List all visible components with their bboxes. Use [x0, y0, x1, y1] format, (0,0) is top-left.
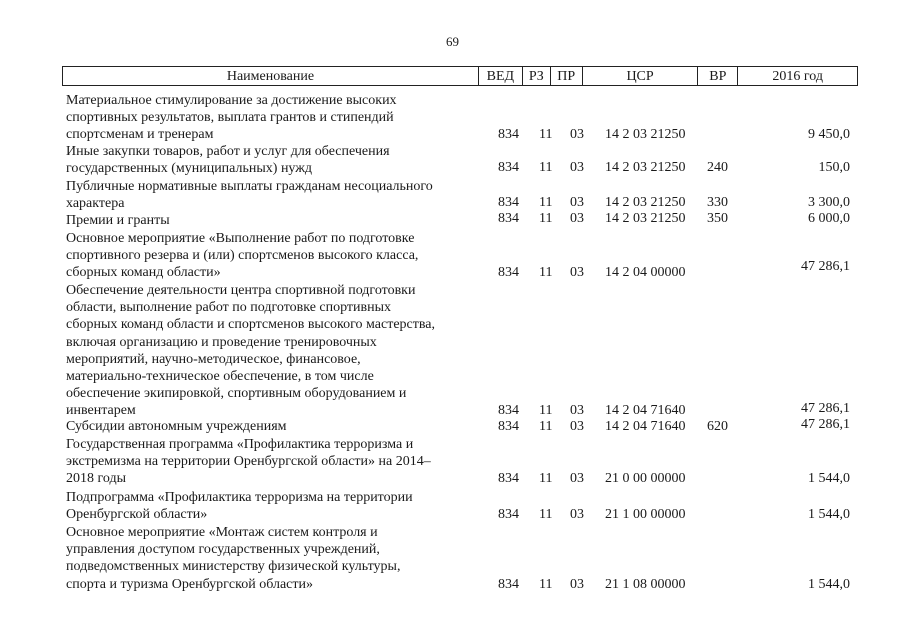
- row-name: Основное мероприятие «Монтаж систем контроля и управления доступом государственных учреждений, подведомственных министерству физической культуры, спорта и туризма Оренбургской области»: [66, 525, 401, 592]
- row-csr: 14 2 03 21250: [605, 127, 686, 142]
- row-ved: 834: [498, 160, 519, 175]
- row-rz: 11: [539, 403, 553, 418]
- row-rz: 11: [539, 419, 553, 434]
- row-pr: 03: [570, 403, 584, 418]
- row-amount: 6 000,0: [808, 211, 850, 226]
- row-pr: 03: [570, 265, 584, 280]
- header-pr: ПР: [550, 67, 582, 85]
- row-pr: 03: [570, 160, 584, 175]
- header-vr: ВР: [697, 67, 737, 85]
- row-ved: 834: [498, 403, 519, 418]
- table-header: [62, 66, 858, 86]
- row-amount: 1 544,0: [808, 471, 850, 486]
- page-number: 69: [446, 34, 459, 49]
- row-pr: 03: [570, 507, 584, 522]
- row-pr: 03: [570, 195, 584, 210]
- row-rz: 11: [539, 471, 553, 486]
- row-ved: 834: [498, 265, 519, 280]
- row-amount: 47 286,1: [801, 259, 850, 274]
- row-ved: 834: [498, 577, 519, 592]
- row-csr: 14 2 04 71640: [605, 403, 686, 418]
- header-rz: РЗ: [522, 67, 550, 85]
- row-vr: 350: [707, 211, 728, 226]
- header-year: 2016 год: [737, 67, 857, 85]
- row-name: Основное мероприятие «Выполнение работ по подготовке спортивного резерва и (или) спортсменов высокого класса, сборных команд области»: [66, 231, 419, 281]
- row-name: Государственная программа «Профилактика терроризма и экстремизма на территории Оренбургской области» на 2014– 2018 годы: [66, 437, 431, 487]
- row-ved: 834: [498, 127, 519, 142]
- header-name: Наименование: [226, 69, 315, 84]
- row-name: Обеспечение деятельности центра спортивной подготовки области, выполнение работ по подготовке спортивных сборных команд области и спортсменов высокого мастерства, включая организацию и проведение тренировочных мероприятий, научно-методическое, финансовое, материально-техническое обеспечение, в том числе обеспечение экипировкой, спортивным оборудованием и инвентарем: [66, 283, 436, 419]
- row-pr: 03: [570, 211, 584, 226]
- row-rz: 11: [539, 507, 553, 522]
- row-rz: 11: [539, 211, 553, 226]
- row-name: Субсидии автономным учреждениям: [66, 419, 287, 434]
- row-rz: 11: [539, 265, 553, 280]
- header-csr: ЦСР: [582, 67, 698, 85]
- header-ved: ВЕД: [478, 67, 522, 85]
- row-pr: 03: [570, 577, 584, 592]
- row-csr: 14 2 03 21250: [605, 211, 686, 226]
- row-amount: 9 450,0: [808, 127, 850, 142]
- row-pr: 03: [570, 419, 584, 434]
- row-ved: 834: [498, 195, 519, 210]
- row-vr: 620: [707, 419, 728, 434]
- row-csr: 21 1 08 00000: [605, 577, 686, 592]
- row-amount: 47 286,1: [801, 417, 850, 432]
- row-csr: 14 2 03 21250: [605, 160, 686, 175]
- row-name: Материальное стимулирование за достижение высоких спортивных результатов, выплата грантов и стипендий спортсменам и тренерам: [66, 93, 397, 143]
- row-amount: 1 544,0: [808, 577, 850, 592]
- row-rz: 11: [539, 160, 553, 175]
- row-name: Подпрограмма «Профилактика терроризма на территории Оренбургской области»: [66, 490, 413, 523]
- row-rz: 11: [539, 127, 553, 142]
- row-csr: 14 2 04 71640: [605, 419, 686, 434]
- row-amount: 150,0: [818, 160, 850, 175]
- row-ved: 834: [498, 211, 519, 226]
- row-pr: 03: [570, 471, 584, 486]
- row-vr: 330: [707, 195, 728, 210]
- row-amount: 47 286,1: [801, 401, 850, 416]
- row-vr: 240: [707, 160, 728, 175]
- row-ved: 834: [498, 507, 519, 522]
- row-csr: 14 2 03 21250: [605, 195, 686, 210]
- row-name: Публичные нормативные выплаты гражданам несоциального характера: [66, 179, 433, 212]
- row-amount: 1 544,0: [808, 507, 850, 522]
- row-csr: 14 2 04 00000: [605, 265, 686, 280]
- row-rz: 11: [539, 577, 553, 592]
- row-rz: 11: [539, 195, 553, 210]
- row-pr: 03: [570, 127, 584, 142]
- row-name: Премии и гранты: [66, 213, 170, 228]
- budget-table: [62, 66, 858, 592]
- row-ved: 834: [498, 471, 519, 486]
- row-ved: 834: [498, 419, 519, 434]
- row-csr: 21 1 00 00000: [605, 507, 686, 522]
- row-name: Иные закупки товаров, работ и услуг для обеспечения государственных (муниципальных) нужд: [66, 144, 390, 177]
- row-amount: 3 300,0: [808, 195, 850, 210]
- row-csr: 21 0 00 00000: [605, 471, 686, 486]
